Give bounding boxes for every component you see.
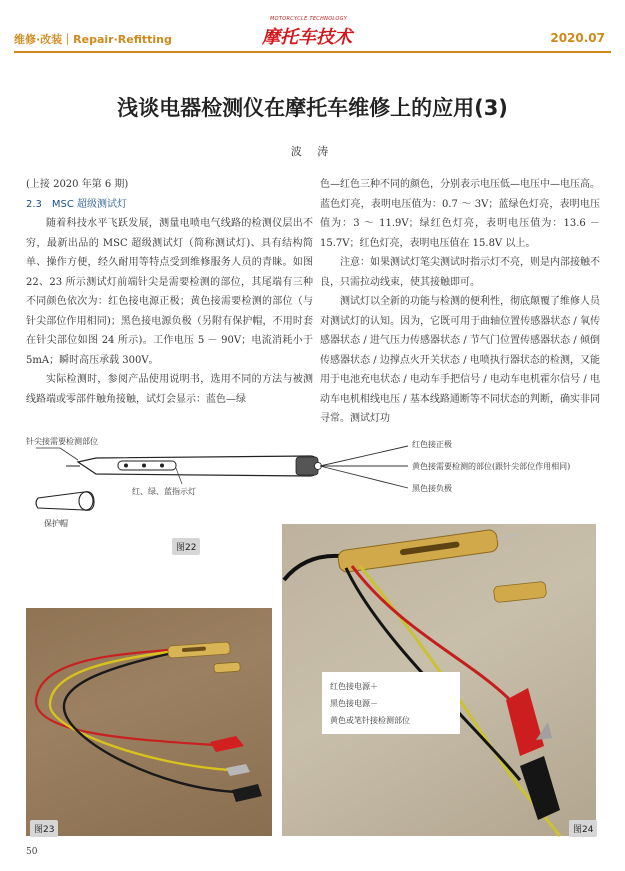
figure22-caption: 图22: [172, 538, 200, 555]
paragraph: 测试灯以全新的功能与检测的便利性，彻底颠覆了维修人员对测试灯的认知。因为，它既可用于曲轴位置传感器状态 / 氧传感器状态 / 进气压力传感器状态 / 节气门位置传感器状态 / 倾倒传感器状态 / 边撑点火开关状态 / 电喷执行器状态的检测，又能用于电池充电状态 / 电动车手把信号 / 电动车电机霍尔信号 / 电动车电机相线电压 / 基本线路通断等不同状态的判断，确实非同寻常。测试灯功: [320, 296, 600, 424]
fig24-cap: [493, 581, 546, 602]
indicator-light-2: [142, 464, 146, 468]
issue-date: 2020.07: [550, 31, 605, 45]
label-red-positive: 红色接正极: [412, 440, 452, 449]
paragraph: 实际检测时，参阅产品使用说明书，选用不同的方法与被测线路端或零部件触角接触，试灯会显示：蓝色—绿: [26, 374, 313, 405]
indicator-light-3: [160, 464, 164, 468]
inset-line-red: 红色接电源＋: [330, 682, 378, 691]
label-black-negative: 黑色接负极: [412, 484, 452, 493]
fig24-red-clip: [506, 688, 544, 756]
label-indicator-lights: 红、绿、蓝指示灯: [132, 487, 196, 496]
fig23-black-cable: [64, 654, 240, 792]
article-title: 浅谈电器检测仪在摩托车维修上的应用(3): [117, 96, 508, 120]
indicator-light-1: [124, 464, 128, 468]
figure24-inset: [322, 672, 460, 734]
logo-title: 摩托车技术: [262, 27, 352, 48]
figure24-caption: 图24: [569, 820, 597, 837]
figure23-photo-content: [36, 642, 262, 802]
logo-subtitle: MOTORCYCLE TECHNOLOGY: [270, 16, 348, 22]
label-tip: 针尖接需要检测部位: [26, 437, 98, 446]
tip-leader-line: [36, 448, 78, 460]
red-wire: [320, 446, 408, 466]
section-heading: 2.3 MSC 超级测试灯: [26, 198, 128, 210]
fig24-black-cable-top: [284, 556, 340, 580]
section-label: 维修·改装｜Repair·Refitting: [14, 33, 172, 46]
figure23-caption: 图23: [30, 820, 58, 837]
tester-pen-body: [78, 456, 318, 476]
label-yellow-detect: 黄色接需要检测的部位(跟针尖部位作用相同): [412, 462, 571, 471]
continuation-note: (上接 2020 年第 6 期): [26, 179, 129, 190]
black-wire: [320, 466, 408, 488]
page-number: 50: [26, 847, 38, 857]
label-protective-cap: 保护帽: [44, 519, 68, 528]
inset-line-yellow: 黄色或笔针接检测部位: [330, 716, 410, 725]
fig24-pen-tip: [497, 534, 520, 539]
paragraph: 随着科技水平飞跃发展，测量电喷电气线路的检测仪层出不穷，最新出品的 MSC 超级测试灯（简称测试灯)、具有结构简单、操作方便，经久耐用等特点受到维修服务人员的青睐。如图 22、23 所示测试灯前端针尖是需要检测的部位，其尾端有三种不同颜色依次为：红色接电源正极；黄色接需要检测的部位（与针尖部位作用相同)；黑色接电源负极（另附有保护帽，不用时套在针尖部位如图 24 所示)。工作电压 5 － 90V；电流消耗小于 5mA；瞬时高压承载 300V。: [26, 218, 313, 366]
paragraph: 注意：如果测试灯笔尖测试时指示灯不亮，则是内部接触不良，只需拉动线束，使其接触即可。: [320, 257, 600, 288]
fig23-black-clip: [232, 784, 262, 802]
fig24-black-clip: [520, 756, 560, 820]
fig23-cap: [214, 662, 241, 673]
protective-cap-opening: [79, 492, 93, 510]
fig23-yellow-clip: [226, 764, 250, 776]
paragraph: 色—红色三种不同的颜色，分别表示电压低—电压中—电压高。蓝色灯亮，表明电压值为：0.7 ～ 3V；蓝绿色灯亮，表明电压值为：3 ～ 11.9V；绿红色灯亮，表明电压值为：13.6 － 15.7V；红色灯亮，表明电压值在 15.8V 以上。: [320, 179, 600, 249]
article-author: 波 涛: [290, 145, 335, 158]
fig23-red-clip: [210, 736, 244, 752]
inset-line-black: 黑色接电源－: [330, 699, 378, 708]
fig23-yellow-cable: [50, 652, 230, 770]
